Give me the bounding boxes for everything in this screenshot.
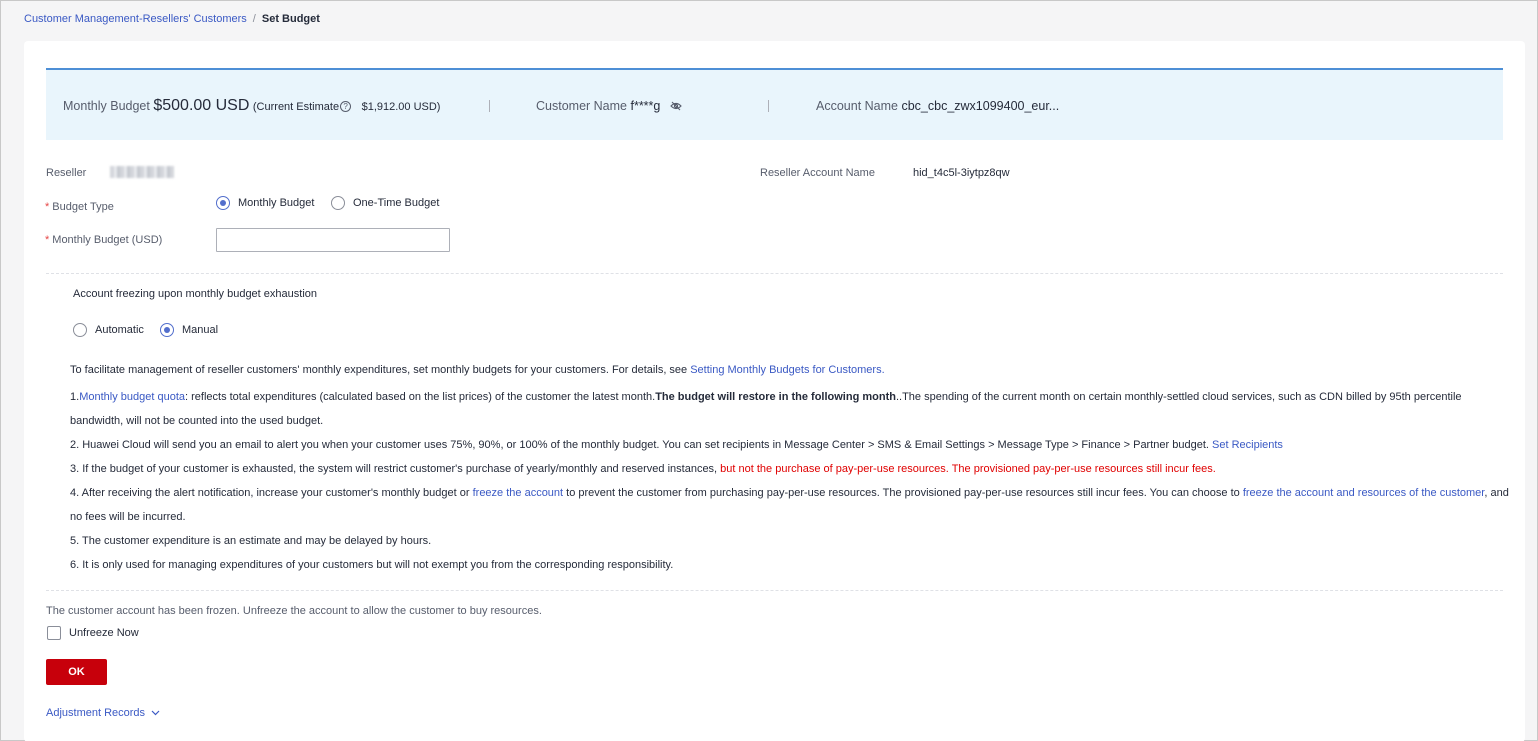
reseller-label: Reseller: [46, 167, 87, 179]
breadcrumb-current: Set Budget: [261, 13, 320, 25]
note-1: [70, 385, 1510, 433]
summary-divider: [768, 100, 769, 112]
note-4-mid: to prevent the customer from purchasing pay-per-use resources. The provisioned pay-per-use resources still incur fees. You can choose to: [563, 487, 1243, 499]
note-1-rest: ..The spending of the current month on certain monthly-settled cloud services, such as CDN billed by 95th percentile bandwidth, will not be counted into the used budget.: [70, 391, 1462, 427]
eye-off-icon[interactable]: [670, 100, 682, 114]
note-1-bold: The budget will restore in the following month: [655, 391, 896, 403]
radio-one-time-budget[interactable]: [331, 196, 439, 210]
note-3: [70, 457, 1510, 481]
reseller-account-name-label: Reseller Account Name: [760, 167, 875, 179]
radio-label: One-Time Budget: [353, 197, 440, 209]
adjustment-records-label: Adjustment Records: [46, 707, 146, 719]
account-name-label: Account Name: [816, 99, 898, 113]
breadcrumb: [24, 13, 320, 25]
account-name-summary: [816, 99, 1059, 113]
note-1-text: : reflects total expenditures (calculated based on the list prices) of the customer the latest month.: [185, 391, 656, 403]
breadcrumb-separator: /: [252, 13, 256, 25]
reseller-account-name-value: hid_t4c5l-3iytpz8qw: [913, 167, 1010, 179]
radio-circle[interactable]: [331, 196, 345, 210]
account-name-value: cbc_cbc_zwx1099400_eur...: [901, 99, 1060, 113]
radio-automatic[interactable]: [73, 323, 144, 337]
monthly-budget-usd-label: [45, 234, 162, 246]
unfreeze-now-checkbox[interactable]: [47, 626, 139, 640]
current-estimate-label: (Current Estimate: [252, 101, 340, 113]
note-3-warning: but not the purchase of pay-per-use resources. The provisioned pay-per-use resources still incur fees.: [720, 463, 1216, 475]
monthly-budget-value: $500.00 USD: [153, 97, 250, 114]
freeze-account-link[interactable]: freeze the account: [472, 487, 564, 499]
radio-monthly-budget[interactable]: [216, 196, 314, 210]
radio-circle[interactable]: [73, 323, 87, 337]
chevron-down-icon: [145, 707, 160, 719]
radio-circle[interactable]: [216, 196, 230, 210]
note-intro: [70, 358, 1510, 382]
note-5: 5. The customer expenditure is an estimate and may be delayed by hours.: [70, 535, 432, 547]
budget-type-label: [45, 201, 114, 213]
radio-circle[interactable]: [160, 323, 174, 337]
customer-name-summary: [536, 99, 682, 114]
note-4: [70, 481, 1510, 529]
radio-label: Automatic: [95, 324, 144, 336]
required-mark: *: [45, 234, 50, 246]
freeze-account-resources-link[interactable]: freeze the account and resources of the customer: [1242, 487, 1485, 499]
radio-label: Monthly Budget: [238, 197, 315, 209]
monthly-budget-quota-link[interactable]: Monthly budget quota: [79, 391, 185, 403]
budget-notes: [70, 358, 1510, 577]
summary-divider: [489, 100, 490, 112]
section-divider: [46, 590, 1503, 591]
breadcrumb-parent-link[interactable]: Customer Management-Resellers' Customers: [24, 13, 247, 25]
note-2-text: 2. Huawei Cloud will send you an email to alert you when your customer uses 75%, 90%, or 100% of the monthly budget. You can set recipients in Message Center > SMS & Email Settings > Message Type > Finance > Partner budget.: [70, 439, 1212, 451]
note-4-text: 4. After receiving the alert notification, increase your customer's monthly budget or: [70, 487, 473, 499]
note-intro-text: To facilitate management of reseller customers' monthly expenditures, set monthly budgets for your customers. For details, see: [70, 364, 691, 376]
note-2: [70, 433, 1510, 457]
customer-name-value: f****g: [630, 99, 661, 113]
radio-label: Manual: [182, 324, 219, 336]
set-recipients-link[interactable]: Set Recipients: [1212, 439, 1283, 451]
radio-manual[interactable]: [160, 323, 218, 337]
budget-type-label-text: Budget Type: [52, 201, 114, 213]
setting-monthly-budgets-link[interactable]: Setting Monthly Budgets for Customers.: [690, 364, 885, 376]
frozen-message: The customer account has been frozen. Unfreeze the account to allow the customer to buy resources.: [46, 605, 542, 617]
adjustment-records-toggle[interactable]: [46, 707, 160, 719]
note-4-end: , and no fees will be incurred.: [70, 487, 1509, 523]
ok-button[interactable]: OK: [46, 659, 107, 685]
note-6: 6. It is only used for managing expenditures of your customers but will not exempt you from the corresponding responsibility.: [70, 559, 674, 571]
note-3-text: 3. If the budget of your customer is exhausted, the system will restrict customer's purchase of yearly/monthly and reserved instances,: [70, 463, 721, 475]
freeze-label: Account freezing upon monthly budget exhaustion: [73, 288, 317, 300]
checkbox-box[interactable]: [47, 626, 61, 640]
reseller-value-redacted: [110, 166, 174, 178]
set-budget-card: [24, 41, 1525, 741]
monthly-budget-usd-input[interactable]: [216, 228, 450, 252]
current-estimate-value: $1,912.00 USD): [361, 101, 441, 113]
customer-name-label: Customer Name: [536, 99, 627, 113]
unfreeze-now-label: Unfreeze Now: [69, 627, 139, 639]
required-mark: *: [45, 201, 50, 213]
section-divider: [46, 273, 1503, 274]
question-circle-icon[interactable]: ?: [340, 101, 351, 112]
monthly-budget-summary: [63, 97, 440, 115]
monthly-budget-usd-label-text: Monthly Budget (USD): [52, 234, 163, 246]
note-1-prefix: 1.: [70, 391, 80, 403]
budget-summary-banner: [46, 68, 1503, 140]
monthly-budget-label: Monthly Budget: [63, 99, 150, 113]
